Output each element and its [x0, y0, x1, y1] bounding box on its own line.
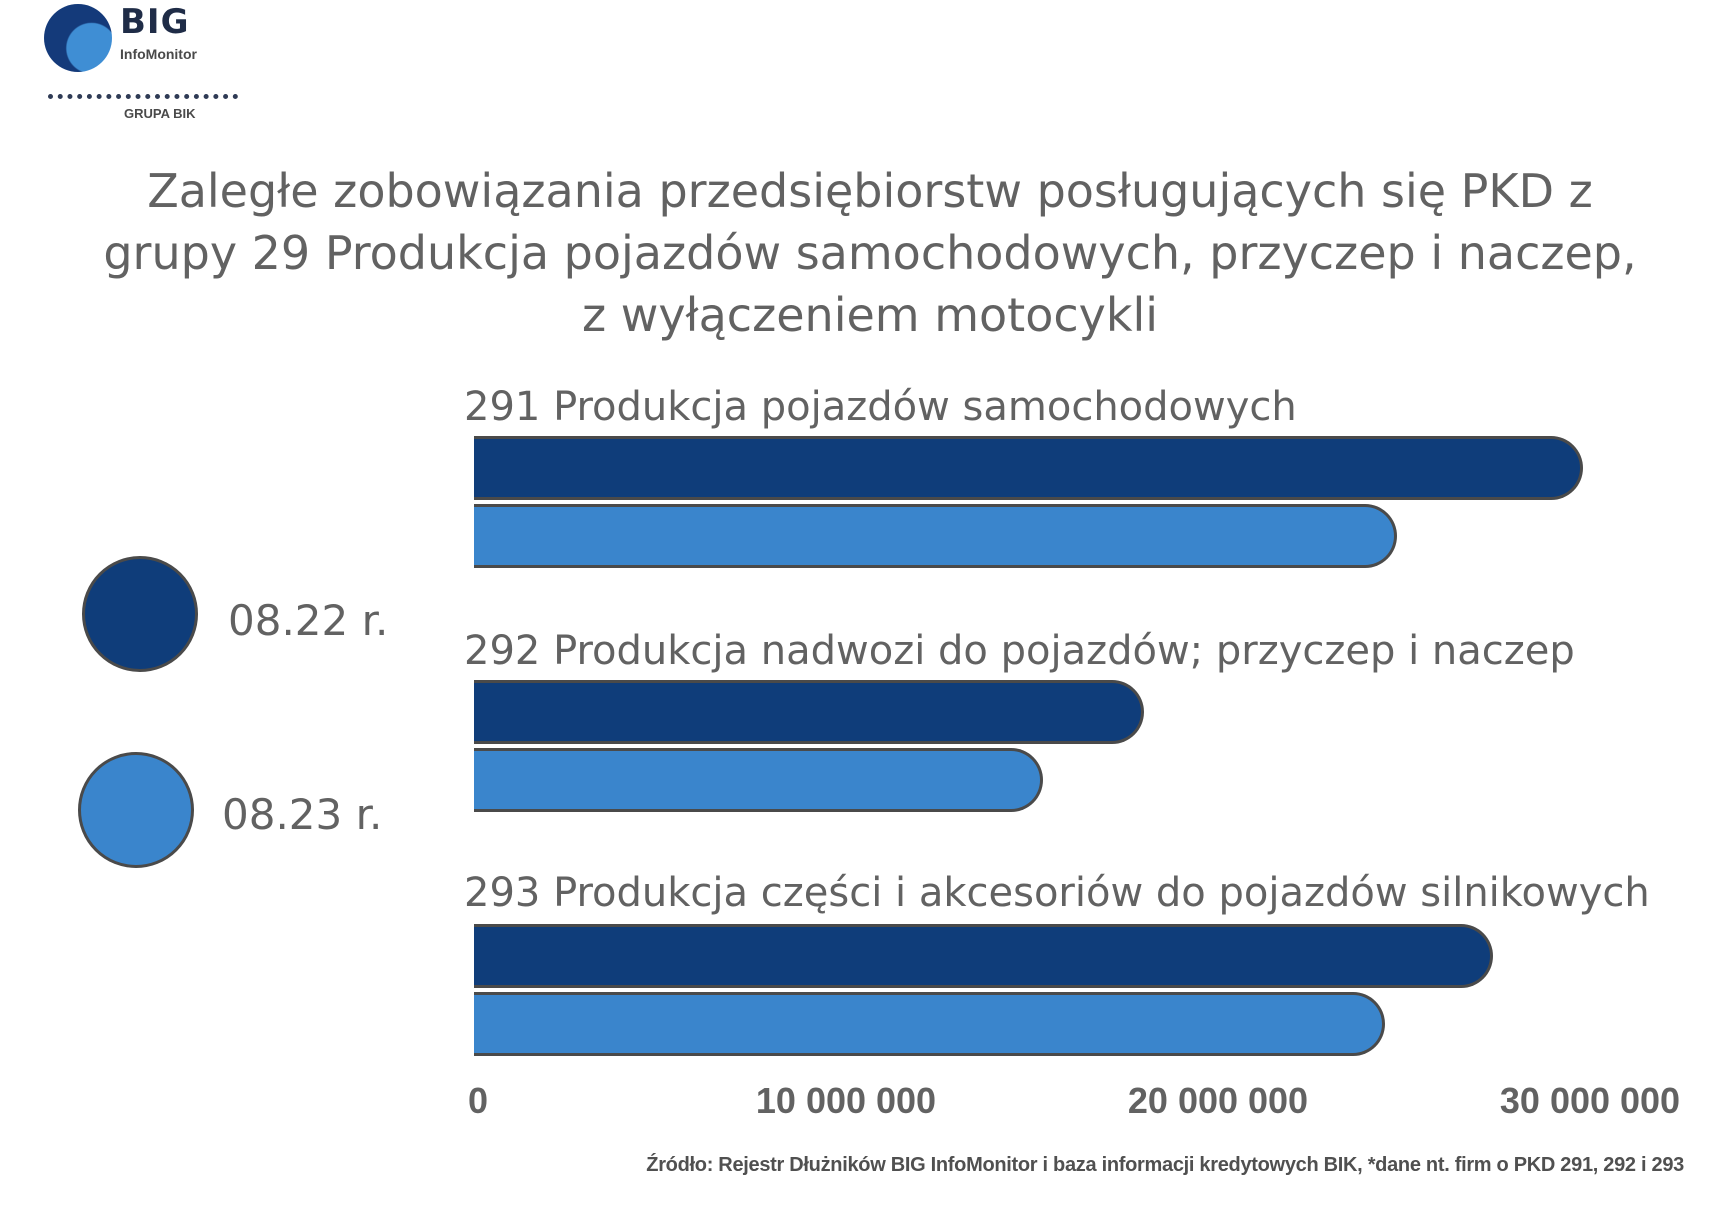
bar-292-2023 — [474, 748, 1043, 812]
x-tick-30m: 30 000 000 — [1499, 1080, 1681, 1121]
bar-293-2022 — [474, 924, 1493, 988]
legend-swatch-2023 — [78, 752, 194, 868]
bar-293-2023 — [474, 992, 1385, 1056]
x-tick-20m: 20 000 000 — [1127, 1080, 1309, 1121]
logo-name: BIG — [120, 2, 190, 42]
bar-291-2023 — [474, 504, 1397, 568]
bar-292-2022 — [474, 680, 1144, 744]
x-tick-10m: 10 000 000 — [755, 1080, 937, 1121]
logo — [40, 0, 280, 130]
logo-group: GRUPA BIK — [124, 106, 196, 121]
x-tick-0: 0 — [468, 1080, 489, 1121]
category-label-293: 293 Produkcja części i akcesoriów do pojazdów silnikowych — [464, 870, 1650, 916]
category-label-291: 291 Produkcja pojazdów samochodowych — [464, 384, 1297, 430]
chart-title: Zaległe zobowiązania przedsiębiorstw posługujących się PKD z grupy 29 Produkcja pojazdów samochodowych, przyczep i naczep, z wyłączeniem motocykli — [103, 164, 1637, 342]
logo-circle-icon — [44, 4, 112, 72]
source-note: Źródło: Rejestr Dłużników BIG InfoMonitor i baza informacji kredytowych BIK, *dane nt. firm o PKD 291, 292 i 293 — [646, 1154, 1684, 1176]
legend-label-2022: 08.22 r. — [228, 596, 389, 645]
logo-dotted-divider — [48, 94, 238, 99]
legend-label-2023: 08.23 r. — [222, 790, 383, 839]
bar-291-2022 — [474, 436, 1583, 500]
legend-swatch-2022 — [82, 556, 198, 672]
logo-subtitle: InfoMonitor — [120, 46, 197, 62]
category-label-292: 292 Produkcja nadwozi do pojazdów; przyczep i naczep — [464, 628, 1575, 674]
